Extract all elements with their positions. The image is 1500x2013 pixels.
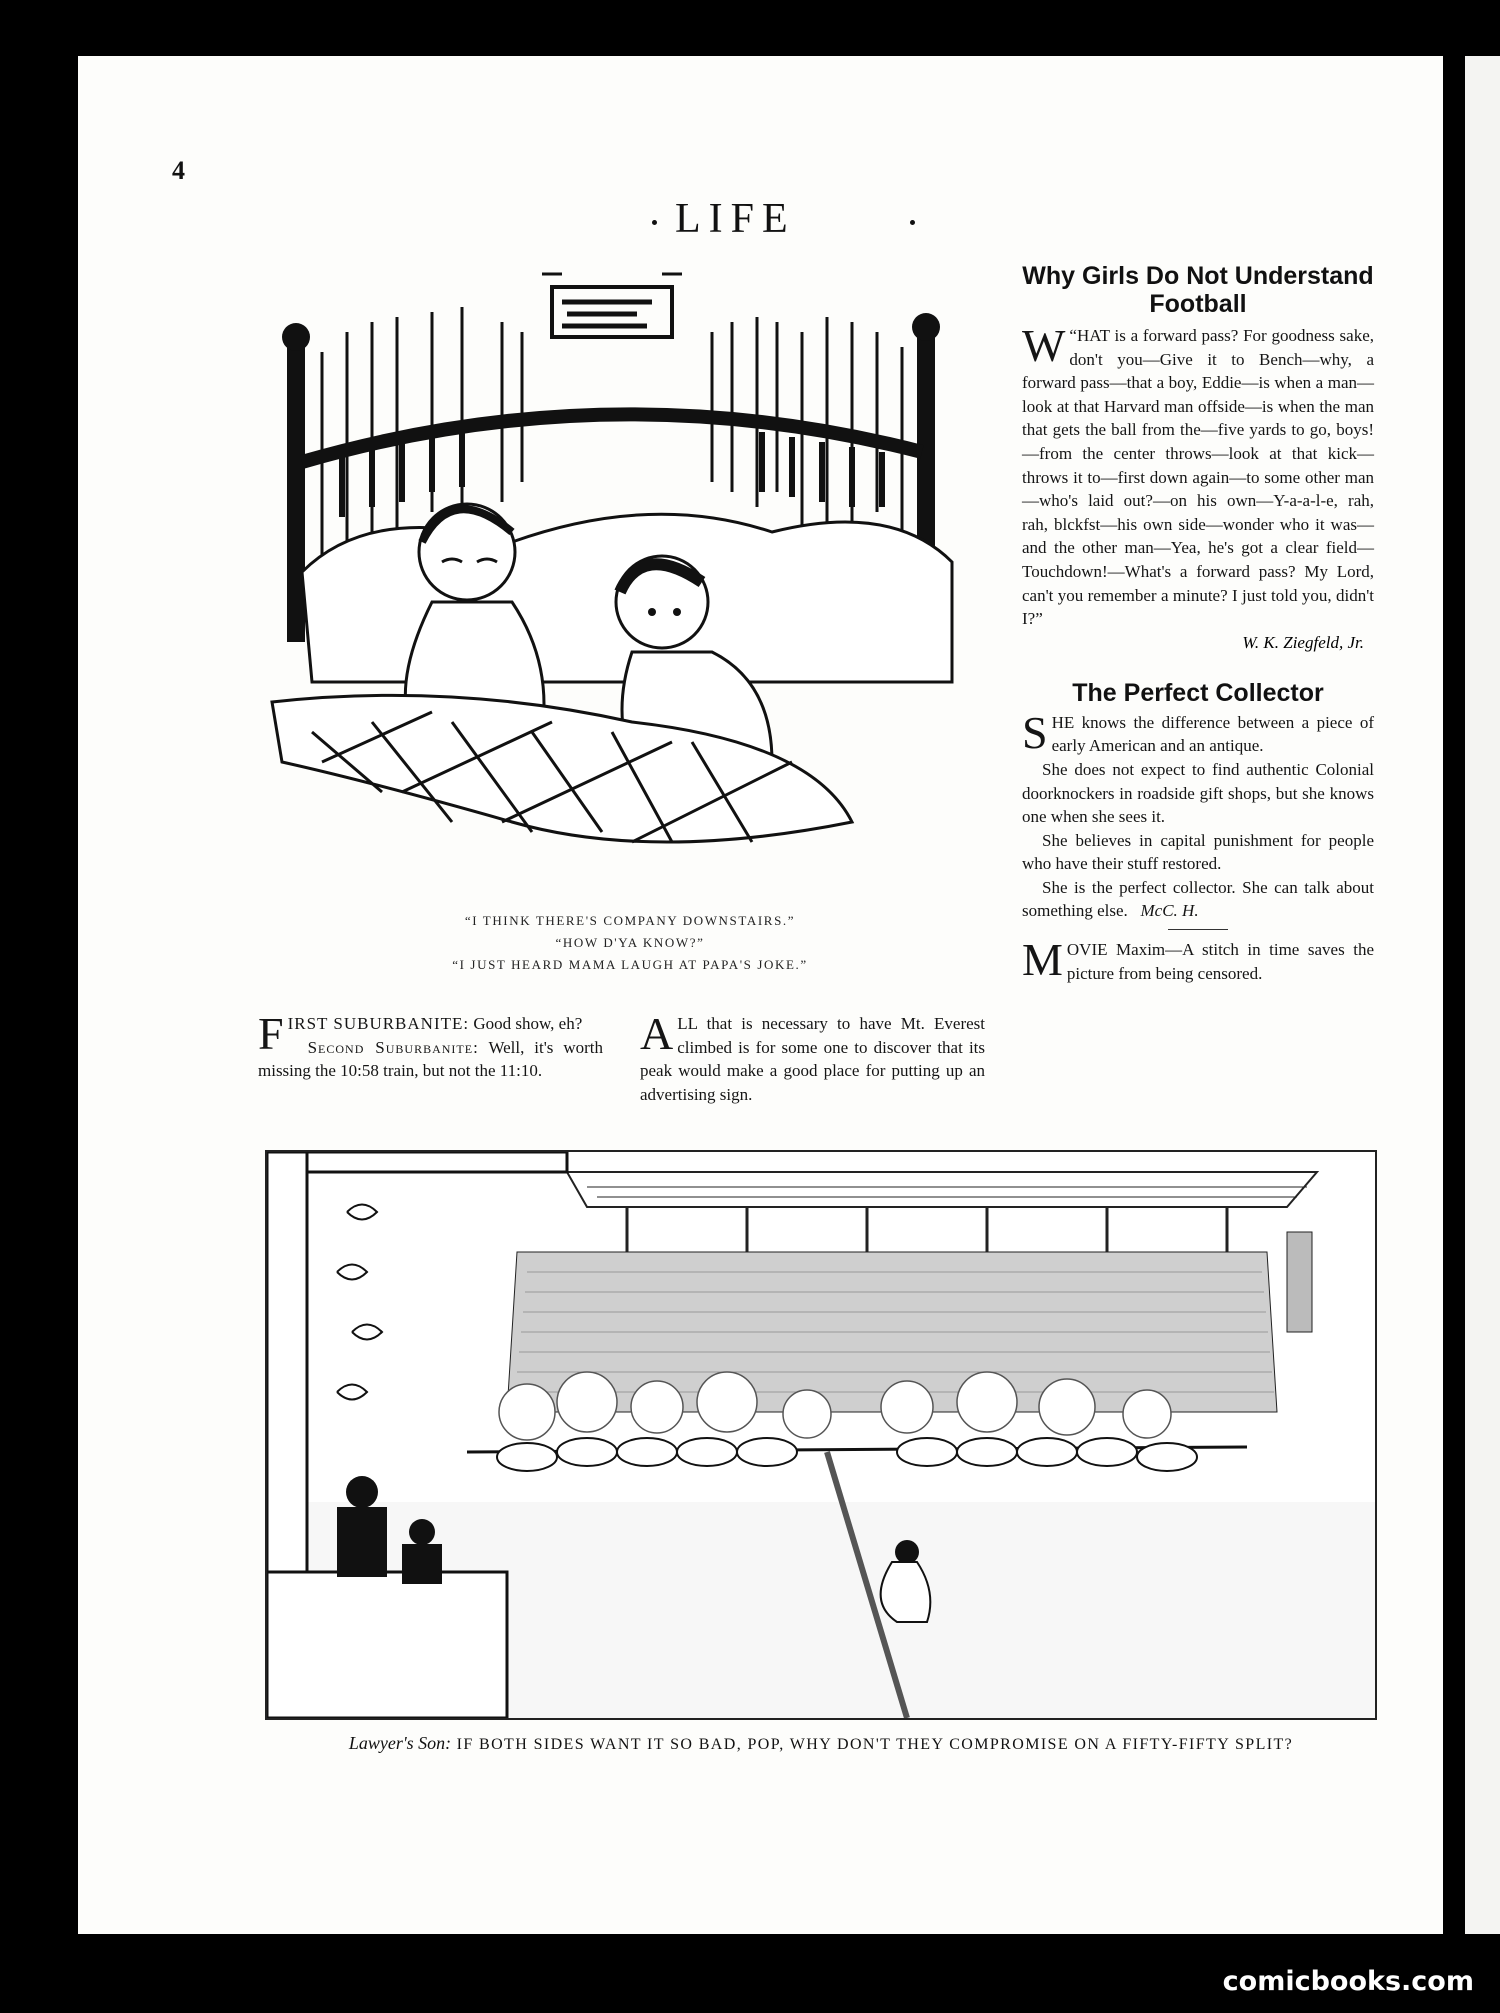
caption-line: “I JUST HEARD MAMA LAUGH AT PAPA'S JOKE.” bbox=[452, 957, 808, 972]
masthead-dot-left bbox=[652, 220, 657, 225]
football-cartoon-illustration bbox=[267, 1152, 1375, 1718]
divider bbox=[1168, 929, 1228, 930]
caption-line: “HOW D'YA KNOW?” bbox=[555, 935, 705, 950]
joke-paragraph: Second Suburbanite: Well, it's worth missing the 10:58 train, but not the 11:10. bbox=[258, 1037, 603, 1081]
football-cartoon-caption bbox=[265, 1733, 1377, 1754]
article-body: “ W HAT is a forward pass? For goodness sake, don't you—Give it to Bench—why, a forward pass—that a boy, Eddie—is when a man—look at that Harvard man offside—is when the man that gets the ball from the—five yards to go, boys!—from the center throws—look at that kick—throws it to—first down again—to some other man—who's laid out?—on his own—Y-a-a-l-e, rah, rah, blckfst—his own side—wonder who it was—and the other man—Yea, he's got a clear field—Touchdown!—What's a forward pass? My Lord, can't you remember a minute? I just told you, didn't I?” bbox=[1022, 320, 1374, 629]
movie-maxim: MOVIE Maxim—A stitch in time saves the picture from being censored. bbox=[1022, 934, 1374, 986]
dropcap: S bbox=[1022, 706, 1048, 758]
article-title: Why Girls Do Not Understand Football bbox=[1022, 262, 1374, 318]
watermark: comicbooks.com bbox=[1222, 1966, 1474, 1997]
dropcap: A bbox=[640, 1008, 674, 1059]
everest-joke bbox=[640, 1008, 985, 1106]
masthead-dot-right bbox=[910, 220, 915, 225]
article-paragraph: She does not expect to find authentic Colonial doorknockers in roadside gift shops, but she knows one when she sees it. bbox=[1022, 759, 1374, 827]
article-byline: McC. H. bbox=[1140, 901, 1199, 921]
dropcap: W bbox=[1022, 320, 1066, 371]
article-paragraph: She is the perfect collector. She can talk about something else. McC. H. bbox=[1022, 877, 1374, 921]
article-paragraph: She believes in capital punishment for people who have their stuff restored. bbox=[1022, 830, 1374, 874]
bed-cartoon-caption bbox=[340, 910, 920, 976]
joke-paragraph: ALL that is necessary to have Mt. Everest climbed is for some one to discover that its peak would make a good place for putting up an advertising sign. bbox=[640, 1008, 985, 1104]
football-cartoon-frame bbox=[265, 1150, 1377, 1720]
dropcap: M bbox=[1022, 934, 1063, 986]
caption-speaker: Lawyer's Son: bbox=[348, 1733, 452, 1753]
right-column bbox=[1022, 262, 1374, 985]
article-byline: W. K. Ziegfeld, Jr. bbox=[1242, 632, 1364, 652]
adjacent-page-edge bbox=[1465, 56, 1500, 1934]
masthead: LIFE bbox=[675, 196, 796, 242]
dropcap: F bbox=[258, 1008, 284, 1059]
caption-text: IF BOTH SIDES WANT IT SO BAD, POP, WHY DON'T THEY COMPROMISE ON A FIFTY-FIFTY SPLIT? bbox=[456, 1736, 1294, 1753]
article-title: The Perfect Collector bbox=[1072, 678, 1324, 707]
caption-line: “I THINK THERE'S COMPANY DOWNSTAIRS.” bbox=[464, 913, 796, 928]
bed-cartoon-illustration bbox=[252, 262, 992, 897]
suburbanite-joke bbox=[258, 1008, 603, 1083]
joke-paragraph: FIRST SUBURBANITE: Good show, eh? bbox=[258, 1008, 583, 1059]
page-number: 4 bbox=[172, 156, 185, 185]
article-paragraph: SHE knows the difference between a piece of early American and an antique. bbox=[1022, 706, 1374, 758]
